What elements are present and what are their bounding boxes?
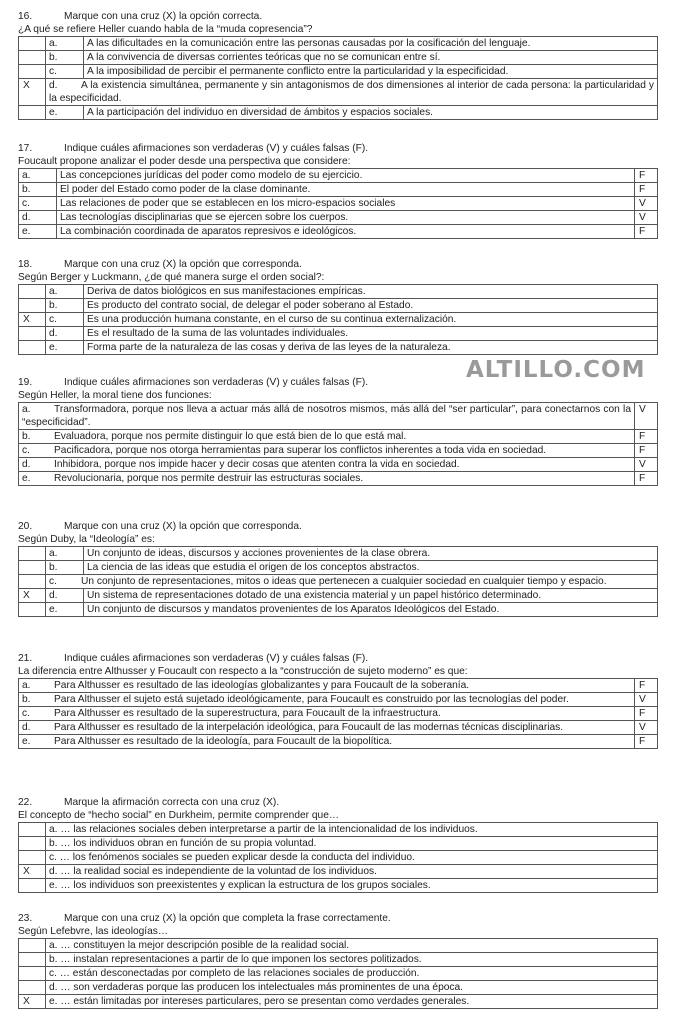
option-text bbox=[46, 823, 658, 837]
option-row bbox=[19, 341, 658, 355]
question-instruction: Marque con una cruz (X) la opción que corresponda. bbox=[64, 259, 302, 270]
option-row bbox=[19, 79, 658, 106]
option-body: Para Althusser es resultado de las ideologías globalizantes y para Foucault de la soberanía. bbox=[54, 680, 470, 691]
option-letter: a. bbox=[46, 37, 84, 51]
answer-mark[interactable]: X bbox=[19, 79, 46, 106]
question-20 bbox=[18, 520, 658, 617]
option-letter: b. bbox=[46, 561, 84, 575]
option-letter: c. bbox=[49, 576, 57, 587]
option-row bbox=[19, 561, 658, 575]
options-table bbox=[18, 402, 658, 486]
option-row bbox=[19, 823, 658, 837]
option-row bbox=[19, 458, 658, 472]
question-number: 19. bbox=[18, 377, 33, 388]
option-text: Es una producción humana constante, en el curso de su continua externalización. bbox=[84, 313, 658, 327]
option-row bbox=[19, 65, 658, 79]
answer-mark[interactable] bbox=[19, 341, 46, 355]
option-row bbox=[19, 51, 658, 65]
answer-mark[interactable] bbox=[19, 547, 46, 561]
option-letter: b. … bbox=[49, 954, 71, 965]
option-text: La ciencia de las ideas que estudia el origen de los conceptos abstractos. bbox=[84, 561, 658, 575]
answer-mark[interactable] bbox=[19, 65, 46, 79]
question-number: 20. bbox=[18, 521, 33, 532]
option-text bbox=[46, 939, 658, 953]
option-row bbox=[19, 299, 658, 313]
option-text bbox=[19, 458, 635, 472]
option-row bbox=[19, 285, 658, 299]
question-instruction: Marque con una cruz (X) la opción correcta. bbox=[64, 11, 263, 22]
option-text: Es el resultado de la suma de las voluntades individuales. bbox=[84, 327, 658, 341]
question-instruction: Indique cuáles afirmaciones son verdaderas (V) y cuáles falsas (F). bbox=[64, 377, 369, 388]
true-false-answer[interactable]: F bbox=[635, 679, 658, 693]
option-text bbox=[46, 865, 658, 879]
question-22 bbox=[18, 796, 658, 893]
answer-mark[interactable] bbox=[19, 939, 46, 953]
option-row bbox=[19, 403, 658, 430]
option-body: constituyen la mejor descripción posible de la realidad social. bbox=[73, 940, 350, 951]
options-table bbox=[18, 36, 658, 120]
question-header bbox=[18, 796, 658, 809]
option-text bbox=[19, 735, 635, 749]
option-body: los fenómenos sociales se pueden explicar desde la conducta del individuo. bbox=[72, 852, 415, 863]
question-header bbox=[18, 142, 658, 155]
option-letter: e. … bbox=[49, 880, 71, 891]
question-instruction: Marque con una cruz (X) la opción que completa la frase correctamente. bbox=[64, 913, 391, 924]
option-letter: b. … bbox=[49, 838, 71, 849]
option-text: Un conjunto de discursos y mandatos provenientes de los Aparatos Ideológicos del Estado. bbox=[84, 603, 658, 617]
option-letter: c. … bbox=[49, 852, 70, 863]
option-text: La combinación coordinada de aparatos represivos e ideológicos. bbox=[57, 225, 635, 239]
true-false-answer[interactable]: F bbox=[635, 472, 658, 486]
option-text bbox=[19, 679, 635, 693]
option-letter: a. bbox=[22, 404, 31, 415]
question-header bbox=[18, 10, 658, 23]
true-false-answer[interactable]: V bbox=[635, 721, 658, 735]
option-row bbox=[19, 837, 658, 851]
option-body: Para Althusser el sujeto está sujetado ideológicamente, para Foucault es construido por las tecnologías del poder. bbox=[54, 694, 569, 705]
options-table bbox=[18, 678, 658, 749]
question-header bbox=[18, 376, 658, 389]
option-row bbox=[19, 967, 658, 981]
option-letter: c. … bbox=[49, 968, 70, 979]
option-text: El poder del Estado como poder de la clase dominante. bbox=[57, 183, 635, 197]
true-false-answer[interactable]: F bbox=[635, 225, 658, 239]
option-body: Inhibidora, porque nos impide hacer y decir cosas que atenten contra la vida en sociedad. bbox=[54, 459, 460, 470]
option-letter: c. bbox=[46, 65, 84, 79]
answer-mark[interactable]: X bbox=[19, 589, 46, 603]
true-false-answer[interactable]: F bbox=[635, 430, 658, 444]
option-body: las relaciones sociales deben interpretarse a partir de la intencionalidad de los individuos. bbox=[73, 824, 478, 835]
option-letter: a. bbox=[22, 680, 31, 691]
option-text: Las relaciones de poder que se establecen en los micro-espacios sociales bbox=[57, 197, 635, 211]
option-row bbox=[19, 327, 658, 341]
question-19 bbox=[18, 376, 658, 486]
option-row bbox=[19, 939, 658, 953]
question-18 bbox=[18, 258, 658, 355]
option-letter: e. bbox=[46, 106, 84, 120]
option-letter: a. … bbox=[49, 940, 71, 951]
answer-mark[interactable] bbox=[19, 51, 46, 65]
option-letter: e. bbox=[22, 736, 31, 747]
option-body: son verdaderas porque las producen los intelectuales más prominentes de una época. bbox=[73, 982, 463, 993]
option-text bbox=[46, 575, 658, 589]
answer-mark[interactable]: X bbox=[19, 995, 46, 1009]
question-header bbox=[18, 520, 658, 533]
answer-mark[interactable] bbox=[19, 981, 46, 995]
answer-mark[interactable] bbox=[19, 823, 46, 837]
option-text bbox=[46, 79, 658, 106]
option-text bbox=[46, 879, 658, 893]
option-row bbox=[19, 707, 658, 721]
answer-mark[interactable] bbox=[19, 851, 46, 865]
question-header bbox=[18, 912, 658, 925]
option-text: Es producto del contrato social, de delegar el poder soberano al Estado. bbox=[84, 299, 658, 313]
true-false-answer[interactable]: V bbox=[635, 211, 658, 225]
option-row bbox=[19, 106, 658, 120]
true-false-answer[interactable]: V bbox=[635, 403, 658, 430]
option-text bbox=[19, 472, 635, 486]
question-stem: ¿A qué se refiere Heller cuando habla de la “muda copresencia”? bbox=[18, 24, 313, 35]
question-instruction: Marque con una cruz (X) la opción que corresponda. bbox=[64, 521, 302, 532]
option-body: Revolucionaria, porque nos permite destruir las estructuras sociales. bbox=[54, 473, 364, 484]
question-stem: Según Duby, la “Ideología” es: bbox=[18, 534, 155, 545]
answer-mark[interactable]: X bbox=[19, 313, 46, 327]
question-stem: Foucault propone analizar el poder desde una perspectiva que considere: bbox=[18, 156, 351, 167]
option-body: están desconectadas por completo de las relaciones sociales de producción. bbox=[72, 968, 420, 979]
option-text: A la imposibilidad de percibir el permanente conflicto entre la particularidad y la especificidad. bbox=[84, 65, 658, 79]
answer-mark[interactable] bbox=[19, 953, 46, 967]
option-text: Deriva de datos biológicos en sus manifestaciones empíricas. bbox=[84, 285, 658, 299]
options-table bbox=[18, 546, 658, 617]
option-row bbox=[19, 547, 658, 561]
option-text bbox=[19, 721, 635, 735]
option-text bbox=[19, 403, 635, 430]
option-row bbox=[19, 169, 658, 183]
option-body: los individuos obran en función de su propia voluntad. bbox=[73, 838, 317, 849]
option-letter: b. bbox=[22, 431, 31, 442]
option-letter: d. … bbox=[49, 866, 71, 877]
option-row bbox=[19, 981, 658, 995]
option-letter: a. … bbox=[49, 824, 71, 835]
option-row bbox=[19, 430, 658, 444]
answer-mark[interactable] bbox=[19, 299, 46, 313]
option-text: Un conjunto de ideas, discursos y acciones provenientes de la clase obrera. bbox=[84, 547, 658, 561]
option-letter: c. bbox=[19, 197, 57, 211]
option-letter: d. bbox=[22, 722, 31, 733]
answer-mark[interactable] bbox=[19, 879, 46, 893]
answer-mark[interactable] bbox=[19, 285, 46, 299]
question-stem: La diferencia entre Althusser y Foucault con respecto a la “construcción de sujeto moderno” es que: bbox=[18, 666, 468, 677]
option-text: A las dificultades en la comunicación entre las personas causadas por la cosificación del lenguaje. bbox=[84, 37, 658, 51]
true-false-answer[interactable]: V bbox=[635, 693, 658, 707]
option-row bbox=[19, 225, 658, 239]
option-body: están limitadas por intereses particulares, pero se presentan como verdades generales. bbox=[73, 996, 470, 1007]
option-row bbox=[19, 211, 658, 225]
option-row bbox=[19, 197, 658, 211]
question-instruction: Marque la afirmación correcta con una cruz (X). bbox=[64, 797, 280, 808]
true-false-answer[interactable]: F bbox=[635, 707, 658, 721]
option-body: Para Althusser es resultado de la interpelación ideológica, para Foucault de las modernas técnicas disciplinarias. bbox=[54, 722, 564, 733]
option-letter: e. … bbox=[49, 996, 71, 1007]
options-table bbox=[18, 938, 658, 1009]
question-number: 18. bbox=[18, 259, 33, 270]
option-letter: d. bbox=[46, 327, 84, 341]
question-16 bbox=[18, 10, 658, 120]
true-false-answer[interactable]: V bbox=[635, 458, 658, 472]
question-header bbox=[18, 258, 658, 271]
question-stem: Según Berger y Luckmann, ¿de qué manera surge el orden social?: bbox=[18, 272, 325, 283]
question-stem: El concepto de “hecho social” en Durkheim, permite comprender que… bbox=[18, 810, 340, 821]
answer-mark[interactable]: X bbox=[19, 865, 46, 879]
option-row bbox=[19, 575, 658, 589]
option-text bbox=[19, 693, 635, 707]
question-header bbox=[18, 652, 658, 665]
option-body: los individuos son preexistentes y explican la estructura de los grupos sociales. bbox=[73, 880, 431, 891]
answer-mark[interactable] bbox=[19, 837, 46, 851]
option-text bbox=[46, 995, 658, 1009]
option-letter: b. bbox=[46, 51, 84, 65]
option-letter: d. bbox=[49, 80, 58, 91]
option-body: Evaluadora, porque nos permite distinguir lo que está bien de lo que está mal. bbox=[54, 431, 407, 442]
option-row bbox=[19, 953, 658, 967]
option-row bbox=[19, 37, 658, 51]
option-letter: b. bbox=[46, 299, 84, 313]
watermark: ALTILLO.COM bbox=[466, 357, 646, 383]
question-stem: Según Heller, la moral tiene dos funciones: bbox=[18, 390, 212, 401]
option-row bbox=[19, 851, 658, 865]
option-letter: e. bbox=[46, 603, 84, 617]
option-letter: a. bbox=[46, 285, 84, 299]
option-text bbox=[19, 430, 635, 444]
option-text bbox=[46, 837, 658, 851]
option-text bbox=[19, 444, 635, 458]
option-row bbox=[19, 721, 658, 735]
answer-mark[interactable] bbox=[19, 603, 46, 617]
question-number: 21. bbox=[18, 653, 33, 664]
options-table bbox=[18, 168, 658, 239]
option-body: la realidad social es independiente de la voluntad de los individuos. bbox=[73, 866, 377, 877]
option-row bbox=[19, 183, 658, 197]
option-text: Las tecnologías disciplinarias que se ejercen sobre los cuerpos. bbox=[57, 211, 635, 225]
true-false-answer[interactable]: V bbox=[635, 197, 658, 211]
option-body: Un conjunto de representaciones, mitos o ideas que pertenecen a cualquier sociedad en cualquier tiempo y espacio. bbox=[81, 576, 607, 587]
question-23 bbox=[18, 912, 658, 1009]
question-number: 23. bbox=[18, 913, 33, 924]
option-body: instalan representaciones a partir de lo que imponen los sectores politizados. bbox=[73, 954, 422, 965]
option-letter: a. bbox=[19, 169, 57, 183]
option-row bbox=[19, 693, 658, 707]
true-false-answer[interactable]: F bbox=[635, 735, 658, 749]
option-letter: b. bbox=[19, 183, 57, 197]
option-body: Transformadora, porque nos lleva a actuar más allá de nosotros mismos, más allá del “ser particular”, para conectarnos con la “especificidad”. bbox=[22, 404, 631, 428]
option-letter: d. bbox=[22, 459, 31, 470]
question-number: 16. bbox=[18, 11, 33, 22]
option-row bbox=[19, 679, 658, 693]
option-letter: b. bbox=[22, 694, 31, 705]
question-number: 22. bbox=[18, 797, 33, 808]
option-text: A la participación del individuo en diversidad de ámbitos y espacios sociales. bbox=[84, 106, 658, 120]
option-letter: d. … bbox=[49, 982, 71, 993]
option-text: A la convivencia de diversas corrientes teóricas que no se comunican entre sí. bbox=[84, 51, 658, 65]
option-row bbox=[19, 995, 658, 1009]
option-row bbox=[19, 589, 658, 603]
option-letter: d. bbox=[46, 589, 84, 603]
option-row bbox=[19, 472, 658, 486]
answer-mark[interactable] bbox=[19, 575, 46, 589]
option-letter: e. bbox=[19, 225, 57, 239]
option-text: Un sistema de representaciones dotado de una existencia material y un papel histórico determinado. bbox=[84, 589, 658, 603]
option-row bbox=[19, 313, 658, 327]
option-letter: c. bbox=[46, 313, 84, 327]
option-letter: c. bbox=[22, 708, 30, 719]
option-text: Las concepciones jurídicas del poder como modelo de su ejercicio. bbox=[57, 169, 635, 183]
true-false-answer[interactable]: F bbox=[635, 183, 658, 197]
question-number: 17. bbox=[18, 143, 33, 154]
option-letter: d. bbox=[19, 211, 57, 225]
question-17 bbox=[18, 142, 658, 239]
option-row bbox=[19, 603, 658, 617]
option-row bbox=[19, 444, 658, 458]
options-table bbox=[18, 822, 658, 893]
option-letter: e. bbox=[46, 341, 84, 355]
option-letter: e. bbox=[22, 473, 31, 484]
option-text: Forma parte de la naturaleza de las cosas y deriva de las leyes de la naturaleza. bbox=[84, 341, 658, 355]
option-row bbox=[19, 879, 658, 893]
option-text bbox=[19, 707, 635, 721]
option-text bbox=[46, 851, 658, 865]
option-row bbox=[19, 865, 658, 879]
option-text bbox=[46, 953, 658, 967]
option-text bbox=[46, 967, 658, 981]
option-text bbox=[46, 981, 658, 995]
answer-mark[interactable] bbox=[19, 327, 46, 341]
answer-mark[interactable] bbox=[19, 967, 46, 981]
answer-mark[interactable] bbox=[19, 37, 46, 51]
true-false-answer[interactable]: F bbox=[635, 444, 658, 458]
option-body: Para Althusser es resultado de la ideología, para Foucault de la biopolítica. bbox=[54, 736, 393, 747]
option-letter: a. bbox=[46, 547, 84, 561]
true-false-answer[interactable]: F bbox=[635, 169, 658, 183]
option-row bbox=[19, 735, 658, 749]
option-body: Pacificadora, porque nos otorga herramientas para superar los conflictos inherentes a toda vida en sociedad. bbox=[54, 445, 547, 456]
option-letter: c. bbox=[22, 445, 30, 456]
question-instruction: Indique cuáles afirmaciones son verdaderas (V) y cuáles falsas (F). bbox=[64, 653, 369, 664]
question-21 bbox=[18, 652, 658, 749]
answer-mark[interactable] bbox=[19, 106, 46, 120]
option-body: A la existencia simultánea, permanente y sin antagonismos de dos dimensiones al interior de cada persona: la particularidad y la especificidad. bbox=[49, 80, 654, 104]
option-body: Para Althusser es resultado de la superestructura, para Foucault de la infraestructura. bbox=[54, 708, 441, 719]
answer-mark[interactable] bbox=[19, 561, 46, 575]
question-instruction: Indique cuáles afirmaciones son verdaderas (V) y cuáles falsas (F). bbox=[64, 143, 369, 154]
options-table bbox=[18, 284, 658, 355]
question-stem: Según Lefebvre, las ideologías… bbox=[18, 926, 169, 937]
